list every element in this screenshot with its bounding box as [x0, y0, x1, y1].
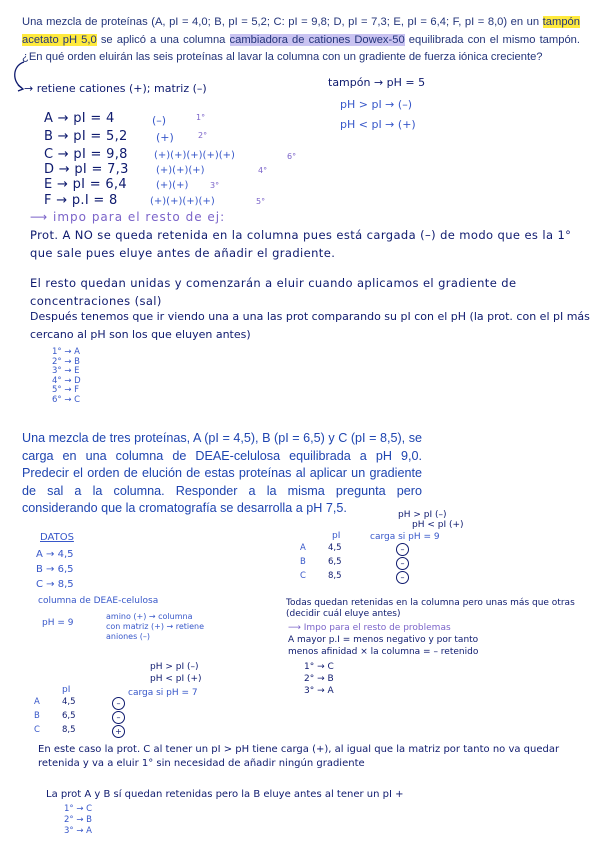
table7-charge-header: carga si pH = 7 — [128, 688, 198, 698]
elution-order-list-1 — [52, 348, 81, 405]
problem-1-part-1: Una mezcla de proteínas (A, pI = 4,0; B, pI = 5,2; C: pI = 9,8; D, pI = 7,3; E, pI = 6,4; F, pI = 8,0) en un — [22, 16, 543, 28]
table7-pi-header: pI — [62, 685, 71, 695]
datos-item: B → 6,5 — [36, 564, 74, 575]
order-1-item: 6° → C — [52, 394, 81, 405]
order7-item: 2° → B — [64, 815, 93, 825]
note-mayor-pi-1: A mayor p.I = menos negativo y por tanto — [288, 635, 479, 645]
datos-title: DATOS — [40, 532, 74, 543]
problem-1-text — [22, 14, 580, 67]
protein-b-charge: (+) — [156, 131, 174, 144]
table9-row — [300, 571, 405, 585]
note-columna-deae: columna de DEAE-celulosa — [38, 596, 159, 606]
table7-pi: 6,5 — [62, 711, 76, 721]
protein-d-order: 4° — [258, 166, 268, 175]
table9-charge: – — [396, 557, 409, 570]
note-amino-block — [106, 612, 204, 642]
protein-e-charge: (+)(+) — [156, 180, 189, 191]
note-impo-resto: ⟶ impo para el resto de ej: — [30, 210, 226, 224]
protein-e-pi: E → pI = 6,4 — [44, 177, 127, 192]
table7-protein: C — [34, 725, 40, 735]
note-despues: Después tenemos que ir viendo una a una las prot comparando su pI con el pH (la prot. con el pI más cercano al pH son los que eluyen antes) — [30, 310, 590, 341]
note-prot-a: Prot. A NO se queda retenida en la columna pues está cargada (–) de modo que es la 1° que sale pues eluye antes de añadir el gradiente. — [30, 228, 572, 260]
order7-item: 3° → A — [64, 826, 92, 836]
protein-f-order: 5° — [256, 197, 266, 206]
rule2-ph-greater: pH > pI (–) — [398, 510, 447, 520]
datos-item: C → 8,5 — [36, 579, 74, 590]
problem-1-highlight-resin: cambiadora de cationes Dowex-50 — [229, 33, 405, 46]
elution-order-ph7 — [64, 804, 92, 837]
elution-order-ph9 — [304, 661, 334, 697]
table9-pi-header: pI — [332, 531, 341, 541]
order9-item: 2° → B — [304, 674, 334, 684]
rule-ph-less: pH < pI → (+) — [340, 118, 416, 131]
table7-pi: 4,5 — [62, 697, 76, 707]
note-todas-retenidas: Todas quedan retenidas en la columna pero unas más que otras (decidir cuál eluye antes) — [286, 598, 575, 619]
table9-charge-header: carga si pH = 9 — [370, 532, 440, 542]
problem-1-part-3: se aplicó a una columna — [96, 33, 230, 46]
note-ph9: pH = 9 — [42, 618, 74, 628]
note-matriz: con matriz (+) → retiene — [106, 622, 205, 631]
table9-pi: 8,5 — [328, 571, 342, 581]
rule-ph-greater: pH > pI → (–) — [340, 98, 412, 111]
datos-item: A → 4,5 — [36, 549, 74, 560]
table7-charge: – — [112, 697, 125, 710]
problem-1-highlight-buffer: tampón acetato pH 5,0 — [22, 16, 580, 46]
note-en-este-caso: En este caso la prot. C al tener un pI > pH tiene carga (+), al igual que la matriz por tanto no va quedar retenida y va a eluir 1° sin necesidad de añadir ningún gradiente — [38, 744, 560, 769]
note-retiene-cationes: → retiene cationes (+); matriz (–) — [24, 82, 207, 95]
order-1-item: 1° → A — [52, 347, 80, 357]
table9-row — [300, 543, 405, 557]
problem-1-part-5: equilibrada con el mismo tampón. ¿En qué orden eluirán las seis proteínas al lavar la columna con un gradiente de fuerza iónica creciente? — [22, 33, 580, 63]
note-resto: El resto quedan unidas y comenzarán a eluir cuando aplicamos el gradiente de concentraciones (sal) — [30, 276, 517, 308]
rule2-ph-less: pH < pI (+) — [412, 520, 464, 530]
table9-pi: 4,5 — [328, 543, 342, 553]
note-tampon-ph: tampón → pH = 5 — [328, 76, 426, 89]
note-amino: amino (+) → columna — [106, 612, 193, 621]
rule3-ph-greater: pH > pI (–) — [150, 662, 199, 672]
note-aniones: aniones (–) — [106, 632, 151, 641]
table9-charge: – — [396, 571, 409, 584]
note-mayor-pi-2: menos afinidad × la columna = – retenido — [288, 647, 479, 657]
rule3-ph-less: pH < pI (+) — [150, 674, 202, 684]
note-la-prot-ab: La prot A y B sí quedan retenidas pero la B eluye antes al tener un pI + — [46, 789, 404, 800]
order-1-item: 2° → B — [52, 356, 81, 367]
datos-list — [36, 547, 74, 592]
order9-item: 1° → C — [304, 662, 334, 672]
protein-a-pi: A → pI = 4 — [44, 111, 115, 126]
protein-f-pi: F → p.I = 8 — [44, 193, 118, 208]
protein-f-charge: (+)(+)(+)(+) — [150, 196, 215, 207]
table7-protein: B — [34, 711, 40, 721]
order-1-item: 4° → D — [52, 375, 81, 386]
table9 — [300, 543, 405, 585]
protein-c-pi: C → pI = 9,8 — [44, 147, 128, 162]
table9-protein: C — [300, 571, 306, 581]
problem-2-text: Una mezcla de tres proteínas, A (pI = 4,5), B (pI = 6,5) y C (pI = 8,5), se carga en una columna de DEAE-celulosa equilibrada a pH 9,0. Predecir el orden de elución de estas proteínas al aplicar un gradiente de sal a la columna. Responder a la misma pregunta pero considerando que la cromatografía se desarrolla a pH 7,5. — [22, 431, 422, 516]
order-1-item: 3° → E — [52, 366, 80, 376]
note-impo-problemas: ⟶ Impo para el resto de problemas — [288, 623, 451, 633]
protein-c-order: 6° — [287, 152, 297, 161]
protein-a-order: 1° — [196, 113, 206, 122]
table9-row — [300, 557, 405, 571]
order-1-item: 5° → F — [52, 385, 80, 395]
table7-row — [34, 697, 121, 711]
table9-protein: B — [300, 557, 306, 567]
protein-e-order: 3° — [210, 181, 220, 190]
table7-charge: – — [112, 711, 125, 724]
table7-row — [34, 725, 122, 739]
order9-item: 3° → A — [304, 686, 334, 696]
protein-d-pi: D → pI = 7,3 — [44, 162, 129, 177]
table7-pi: 8,5 — [62, 725, 76, 735]
protein-a-charge: (–) — [152, 114, 167, 127]
table9-charge: – — [396, 543, 409, 556]
table9-pi: 6,5 — [328, 557, 342, 567]
protein-b-order: 2° — [198, 131, 208, 140]
table7-charge: + — [112, 725, 125, 738]
table7-protein: A — [34, 697, 40, 707]
protein-b-pi: B → pI = 5,2 — [44, 129, 128, 144]
table7-row — [34, 711, 121, 725]
table7 — [34, 697, 122, 739]
order7-item: 1° → C — [64, 804, 93, 814]
protein-d-charge: (+)(+)(+) — [156, 165, 205, 176]
table9-protein: A — [300, 543, 306, 553]
protein-c-charge: (+)(+)(+)(+)(+) — [154, 150, 235, 161]
